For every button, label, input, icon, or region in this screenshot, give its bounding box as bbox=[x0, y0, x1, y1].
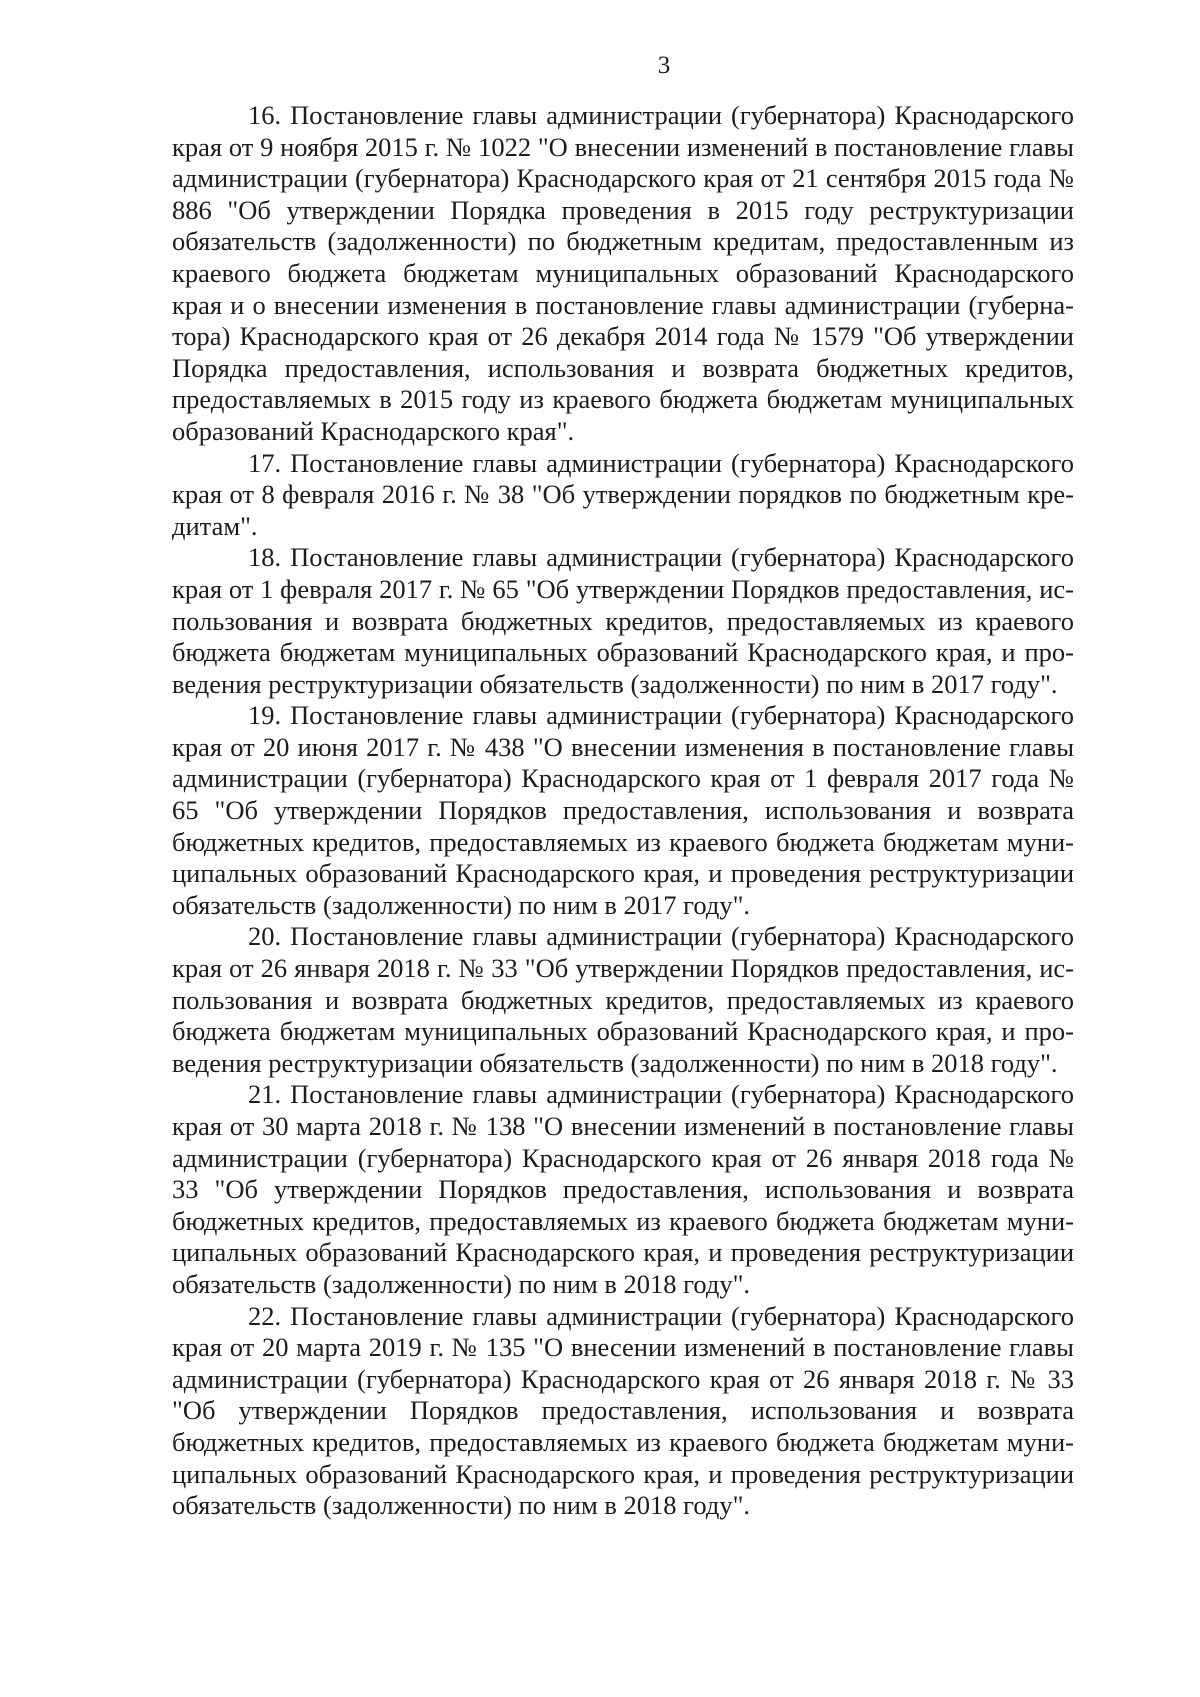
list-item-22: 22. Постановление главы администрации (губернатора) Краснодарского края от 20 марта 2019 г. № 135 "О внесении изменений в постановление главы администрации (губернатора) Краснодарского края от 26 января 2018 г. № 33 "Об утверждении Порядков предоставления, использования и возврата бюджетных кредитов, предоставляемых из краевого бюджета бюджетам муниципальных образований Краснодарского края, и проведения реструктуризации обязательств (задолженности) по ним в 2018 году". bbox=[172, 1300, 1074, 1521]
list-item-20: 20. Постановление главы администрации (губернатора) Краснодарского края от 26 января 2018 г. № 33 "Об утверждении Порядков предоставления, использования и возврата бюджетных кредитов, предоставляемых из краевого бюджета бюджетам муниципальных образований Краснодарского края, и проведения реструктуризации обязательств (задолженности) по ним в 2018 году". bbox=[172, 921, 1074, 1078]
list-item-19: 19. Постановление главы администрации (губернатора) Краснодарского края от 20 июня 2017 г. № 438 "О внесении изменения в постановление главы администрации (губернатора) Краснодарского края от 1 февраля 2017 года № 65 "Об утверждении Порядков предоставления, использования и возврата бюджетных кредитов, предоставляемых из краевого бюджета бюджетам муниципальных образований Краснодарского края, и проведения реструктуризации обязательств (задолженности) по ним в 2017 году". bbox=[172, 700, 1074, 920]
list-item-17: 17. Постановление главы администрации (губернатора) Краснодарского края от 8 февраля 2016 г. № 38 "Об утверждении порядков по бюджетным кредитам". bbox=[172, 447, 1074, 541]
list-item-16: 16. Постановление главы администрации (губернатора) Краснодарского края от 9 ноября 2015 г. № 1022 "О внесении изменений в постановление главы администрации (губернатора) Краснодарского края от 21 сентября 2015 года № 886 "Об утверждении Порядка проведения в 2015 году реструктуризации обязательств (задолженности) по бюджетным кредитам, предоставленным из краевого бюджета бюджетам муниципальных образований Краснодарского края и о внесении изменения в постановление главы администрации (губернатора) Краснодарского края от 26 декабря 2014 года № 1579 "Об утверждении Порядка предоставления, использования и возврата бюджетных кредитов, предоставляемых в 2015 году из краевого бюджета бюджетам муниципальных образований Краснодарского края". bbox=[172, 100, 1074, 446]
list-item-18: 18. Постановление главы администрации (губернатора) Краснодарского края от 1 февраля 2017 г. № 65 "Об утверждении Порядков предоставления, использования и возврата бюджетных кредитов, предоставляемых из краевого бюджета бюджетам муниципальных образований Краснодарского края, и проведения реструктуризации обязательств (задолженности) по ним в 2017 году". bbox=[172, 542, 1074, 699]
document-body bbox=[172, 100, 1074, 1522]
list-item-21: 21. Постановление главы администрации (губернатора) Краснодарского края от 30 марта 2018 г. № 138 "О внесении изменений в постановление главы администрации (губернатора) Краснодарского края от 26 января 2018 года № 33 "Об утверждении Порядков предоставления, использования и возврата бюджетных кредитов, предоставляемых из краевого бюджета бюджетам муниципальных образований Краснодарского края, и проведения реструктуризации обязательств (задолженности) по ним в 2018 году". bbox=[172, 1079, 1074, 1299]
page-number: 3 bbox=[657, 52, 671, 79]
